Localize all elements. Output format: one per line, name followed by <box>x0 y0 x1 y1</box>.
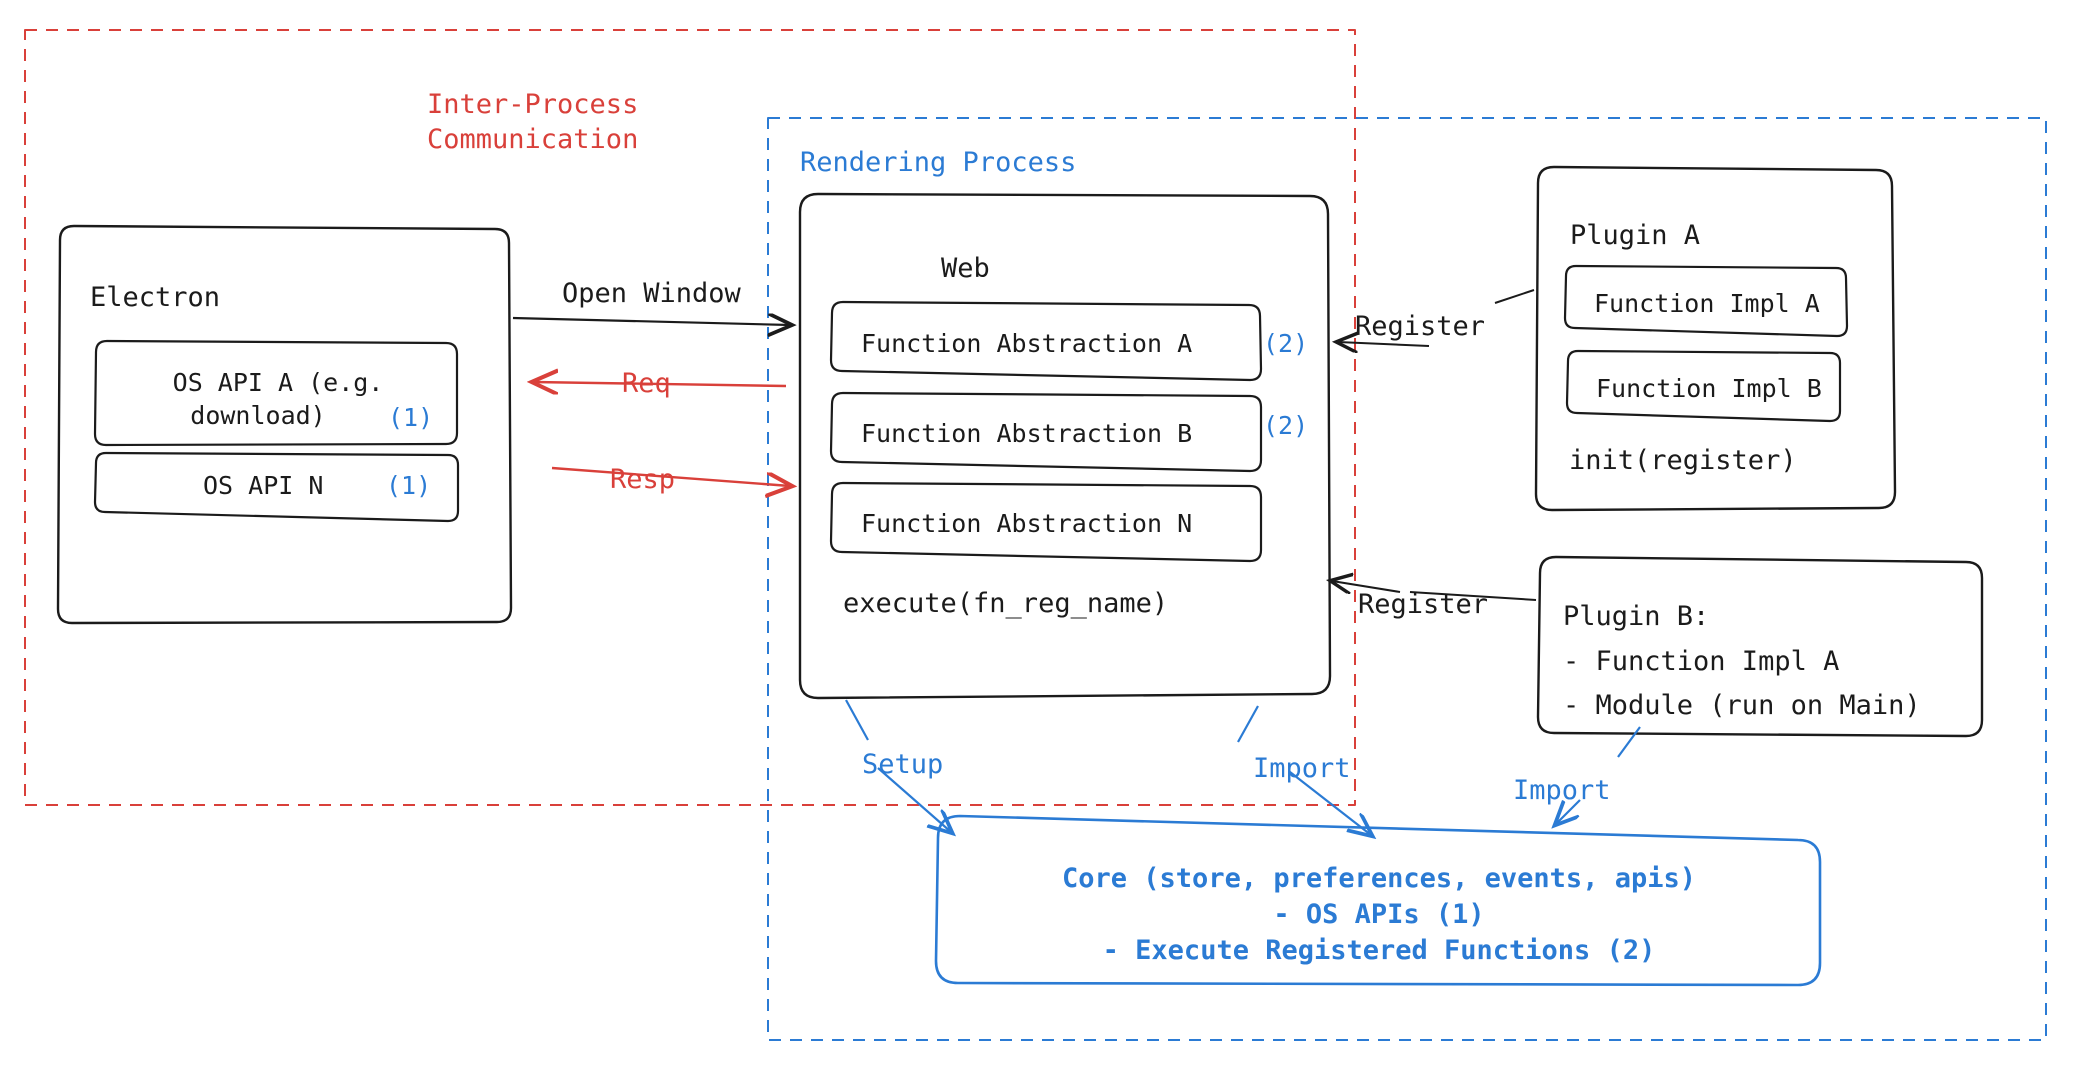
edge-label-req: Req <box>622 368 671 399</box>
web-execute-label: execute(fn_reg_name) <box>843 588 1169 619</box>
edge-label-open-window: Open Window <box>562 278 741 309</box>
edge-label-resp: Resp <box>610 464 676 495</box>
os-api-n-tag: (1) <box>386 471 432 500</box>
os-api-a-label-line2: download) <box>190 401 326 430</box>
function-abstraction-a-label: Function Abstraction A <box>861 329 1193 358</box>
plugin-b-item-0: - Function Impl A <box>1563 646 1840 677</box>
ipc-boundary-label-line1: Inter-Process <box>427 89 639 120</box>
edge-label-import-plugin-b: Import <box>1513 775 1611 806</box>
function-abstraction-n-label: Function Abstraction N <box>861 509 1193 538</box>
ipc-boundary-label-line2: Communication <box>427 124 639 155</box>
edge-label-setup: Setup <box>862 749 944 780</box>
os-api-a-tag: (1) <box>388 403 434 432</box>
edge-label-import-web: Import <box>1253 753 1351 784</box>
core-line-1: Core (store, preferences, events, apis) <box>1062 863 1696 894</box>
plugin-a-init-label: init(register) <box>1569 445 1797 476</box>
edge-label-register-b: Register <box>1358 589 1489 620</box>
rendering-process-label: Rendering Process <box>800 147 1077 178</box>
core-line-2: - OS APIs (1) <box>1273 899 1485 930</box>
core-line-3: - Execute Registered Functions (2) <box>1102 935 1656 966</box>
electron-title: Electron <box>90 282 221 313</box>
web-title: Web <box>941 253 990 284</box>
function-abstraction-b-tag: (2) <box>1263 411 1309 440</box>
edge-open-window <box>513 318 790 325</box>
os-api-a-label-line1: OS API A (e.g. <box>172 368 384 397</box>
plugin-b-item-1: - Module (run on Main) <box>1563 690 1921 721</box>
plugin-a-title: Plugin A <box>1570 220 1701 251</box>
os-api-n-label: OS API N <box>203 471 324 500</box>
edge-label-register-a: Register <box>1355 311 1486 342</box>
function-impl-b-label: Function Impl B <box>1596 374 1822 403</box>
function-impl-a-label: Function Impl A <box>1594 289 1820 318</box>
function-abstraction-b-label: Function Abstraction B <box>861 419 1193 448</box>
function-abstraction-a-tag: (2) <box>1263 329 1309 358</box>
plugin-b-title: Plugin B: <box>1563 601 1710 632</box>
